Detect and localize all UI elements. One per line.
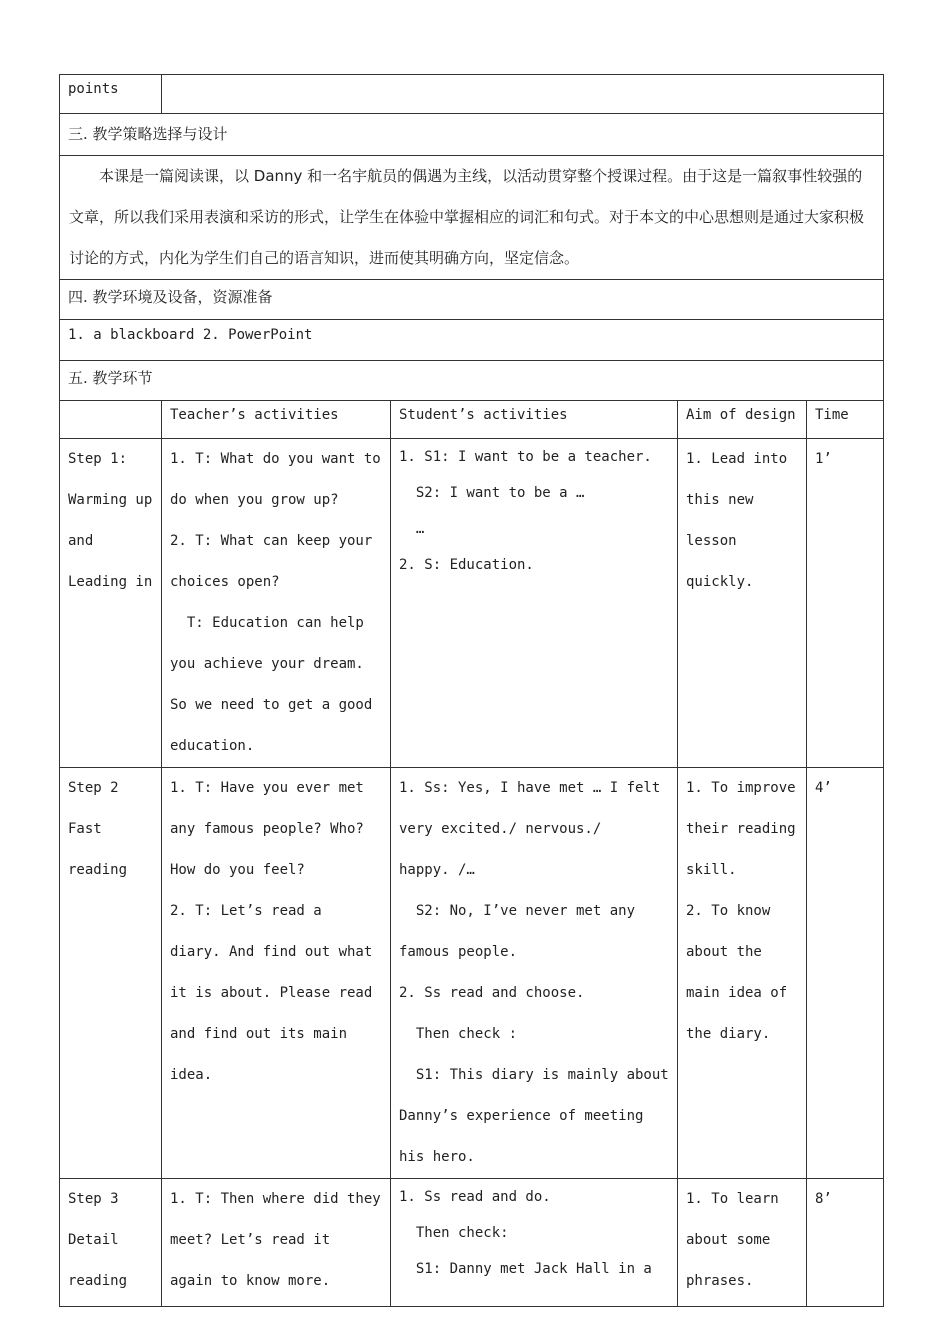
- aim-line: the diary.: [686, 1026, 771, 1042]
- lesson-plan-table: [59, 74, 884, 1307]
- teacher-line: How do you feel?: [170, 862, 305, 878]
- time-cell: [807, 768, 884, 1179]
- section5-title: 五. 教学环节: [60, 361, 884, 401]
- teacher-line: 2. T: What can keep your: [170, 533, 373, 549]
- step-cell: [60, 439, 162, 768]
- step-line: Leading in: [68, 574, 153, 590]
- step-line: Warming up: [68, 492, 153, 508]
- time-line: 1’: [815, 451, 832, 467]
- teacher-line: idea.: [170, 1067, 213, 1083]
- aim-cell: [678, 768, 807, 1179]
- step-line: reading: [68, 1273, 128, 1289]
- step-line: Step 3: [68, 1191, 119, 1207]
- step-row: [60, 768, 884, 1179]
- aim-line: their reading: [686, 821, 796, 837]
- aim-line: quickly.: [686, 574, 754, 590]
- step-line: Step 2: [68, 780, 119, 796]
- aim-cell: [678, 439, 807, 768]
- paragraph-line: 想则是通过大家积极讨论的方式，内化为学生们自己的语言知识，进而使其明确方向，坚定信念。: [69, 208, 865, 267]
- teacher-line: 1. T: What do you want to: [170, 451, 381, 467]
- section3-title-row: [60, 114, 884, 156]
- teacher-line: do when you grow up?: [170, 492, 339, 508]
- step-line: Step 1:: [68, 451, 128, 467]
- section4-content-row: [60, 320, 884, 361]
- paragraph-line: 本课是一篇阅读课，以 Danny 和一名宇航员的偶遇为主线，以活动贯穿整个授课过程。由于这是一篇叙事: [99, 167, 803, 185]
- student-line: 2. Ss read and choose.: [399, 985, 585, 1001]
- student-line: 2. S: Education.: [399, 557, 534, 573]
- teacher-line: T: Education can help: [170, 615, 364, 631]
- student-line: happy. /…: [399, 862, 475, 878]
- step-row: [60, 439, 884, 768]
- teacher-line: So we need to get a good: [170, 697, 373, 713]
- teacher-line: again to know more.: [170, 1273, 331, 1289]
- section5-title-row: [60, 361, 884, 401]
- header-time: Time: [807, 401, 884, 439]
- lesson-plan-table-frame: [59, 74, 883, 1307]
- time-line: 8’: [815, 1191, 832, 1207]
- step-cell: [60, 768, 162, 1179]
- teacher-activities-cell: [162, 1179, 391, 1307]
- step-cell: [60, 1179, 162, 1307]
- student-line: Then check :: [399, 1026, 518, 1042]
- points-value: [162, 75, 884, 114]
- step-row: [60, 1179, 884, 1307]
- student-activities-cell: [391, 439, 678, 768]
- teacher-line: and find out its main: [170, 1026, 348, 1042]
- aim-line: phrases.: [686, 1273, 754, 1289]
- aim-line: 1. To learn: [686, 1191, 779, 1207]
- teacher-line: 1. T: Then where did they: [170, 1191, 381, 1207]
- student-line: his hero.: [399, 1149, 475, 1165]
- aim-line: about the: [686, 944, 762, 960]
- aim-line: about some: [686, 1232, 771, 1248]
- student-line: 1. S1: I want to be a teacher.: [399, 449, 652, 465]
- student-activities-cell: [391, 1179, 678, 1307]
- section4-content: 1. a blackboard 2. PowerPoint: [60, 320, 884, 361]
- student-line: famous people.: [399, 944, 518, 960]
- aim-cell: [678, 1179, 807, 1307]
- time-line: 4’: [815, 780, 832, 796]
- teacher-line: it is about. Please read: [170, 985, 373, 1001]
- section4-title-row: [60, 280, 884, 320]
- aim-line: lesson: [686, 533, 737, 549]
- student-line: S2: No, I’ve never met any: [399, 903, 636, 919]
- aim-line: this new: [686, 492, 754, 508]
- student-line: very excited./ nervous./: [399, 821, 602, 837]
- step-line: and: [68, 533, 94, 549]
- aim-line: main idea of: [686, 985, 788, 1001]
- header-student: Student’s activities: [391, 401, 678, 439]
- header-teacher: Teacher’s activities: [162, 401, 391, 439]
- paragraph-line: 性较强的文章，所以我们采用表演和采访的形式，让学生在体验中掌握相应的词汇和句式。对于本文的中心思: [69, 167, 863, 226]
- student-activities-cell: [391, 768, 678, 1179]
- student-line: Then check:: [399, 1225, 509, 1241]
- student-line: …: [399, 521, 425, 537]
- time-cell: [807, 439, 884, 768]
- step-line: Fast: [68, 821, 102, 837]
- section4-title: 四. 教学环境及设备，资源准备: [60, 280, 884, 320]
- student-line: S1: Danny met Jack Hall in a: [399, 1261, 652, 1277]
- teacher-activities-cell: [162, 768, 391, 1179]
- student-line: S2: I want to be a …: [399, 485, 585, 501]
- teacher-line: diary. And find out what: [170, 944, 373, 960]
- aim-line: 1. To improve: [686, 780, 796, 796]
- aim-line: 2. To know: [686, 903, 771, 919]
- teacher-line: education.: [170, 738, 255, 754]
- teacher-line: meet? Let’s read it: [170, 1232, 331, 1248]
- points-label: points: [60, 75, 162, 114]
- teacher-line: you achieve your dream.: [170, 656, 364, 672]
- student-line: 1. Ss: Yes, I have met … I felt: [399, 780, 661, 796]
- section3-paragraph-row: [60, 156, 884, 280]
- section3-title: 三. 教学策略选择与设计: [60, 114, 884, 156]
- section3-paragraph: [60, 156, 884, 280]
- header-aim: Aim of design: [678, 401, 807, 439]
- step-line: reading: [68, 862, 128, 878]
- time-cell: [807, 1179, 884, 1307]
- teacher-activities-cell: [162, 439, 391, 768]
- aim-line: skill.: [686, 862, 737, 878]
- teacher-line: choices open?: [170, 574, 280, 590]
- aim-line: 1. Lead into: [686, 451, 788, 467]
- student-line: Danny’s experience of meeting: [399, 1108, 644, 1124]
- teacher-line: 2. T: Let’s read a: [170, 903, 322, 919]
- student-line: S1: This diary is mainly about: [399, 1067, 669, 1083]
- step-line: Detail: [68, 1232, 119, 1248]
- student-line: 1. Ss read and do.: [399, 1189, 551, 1205]
- points-row: [60, 75, 884, 114]
- teacher-line: 1. T: Have you ever met: [170, 780, 364, 796]
- header-step: [60, 401, 162, 439]
- teacher-line: any famous people? Who?: [170, 821, 364, 837]
- table-header-row: [60, 401, 884, 439]
